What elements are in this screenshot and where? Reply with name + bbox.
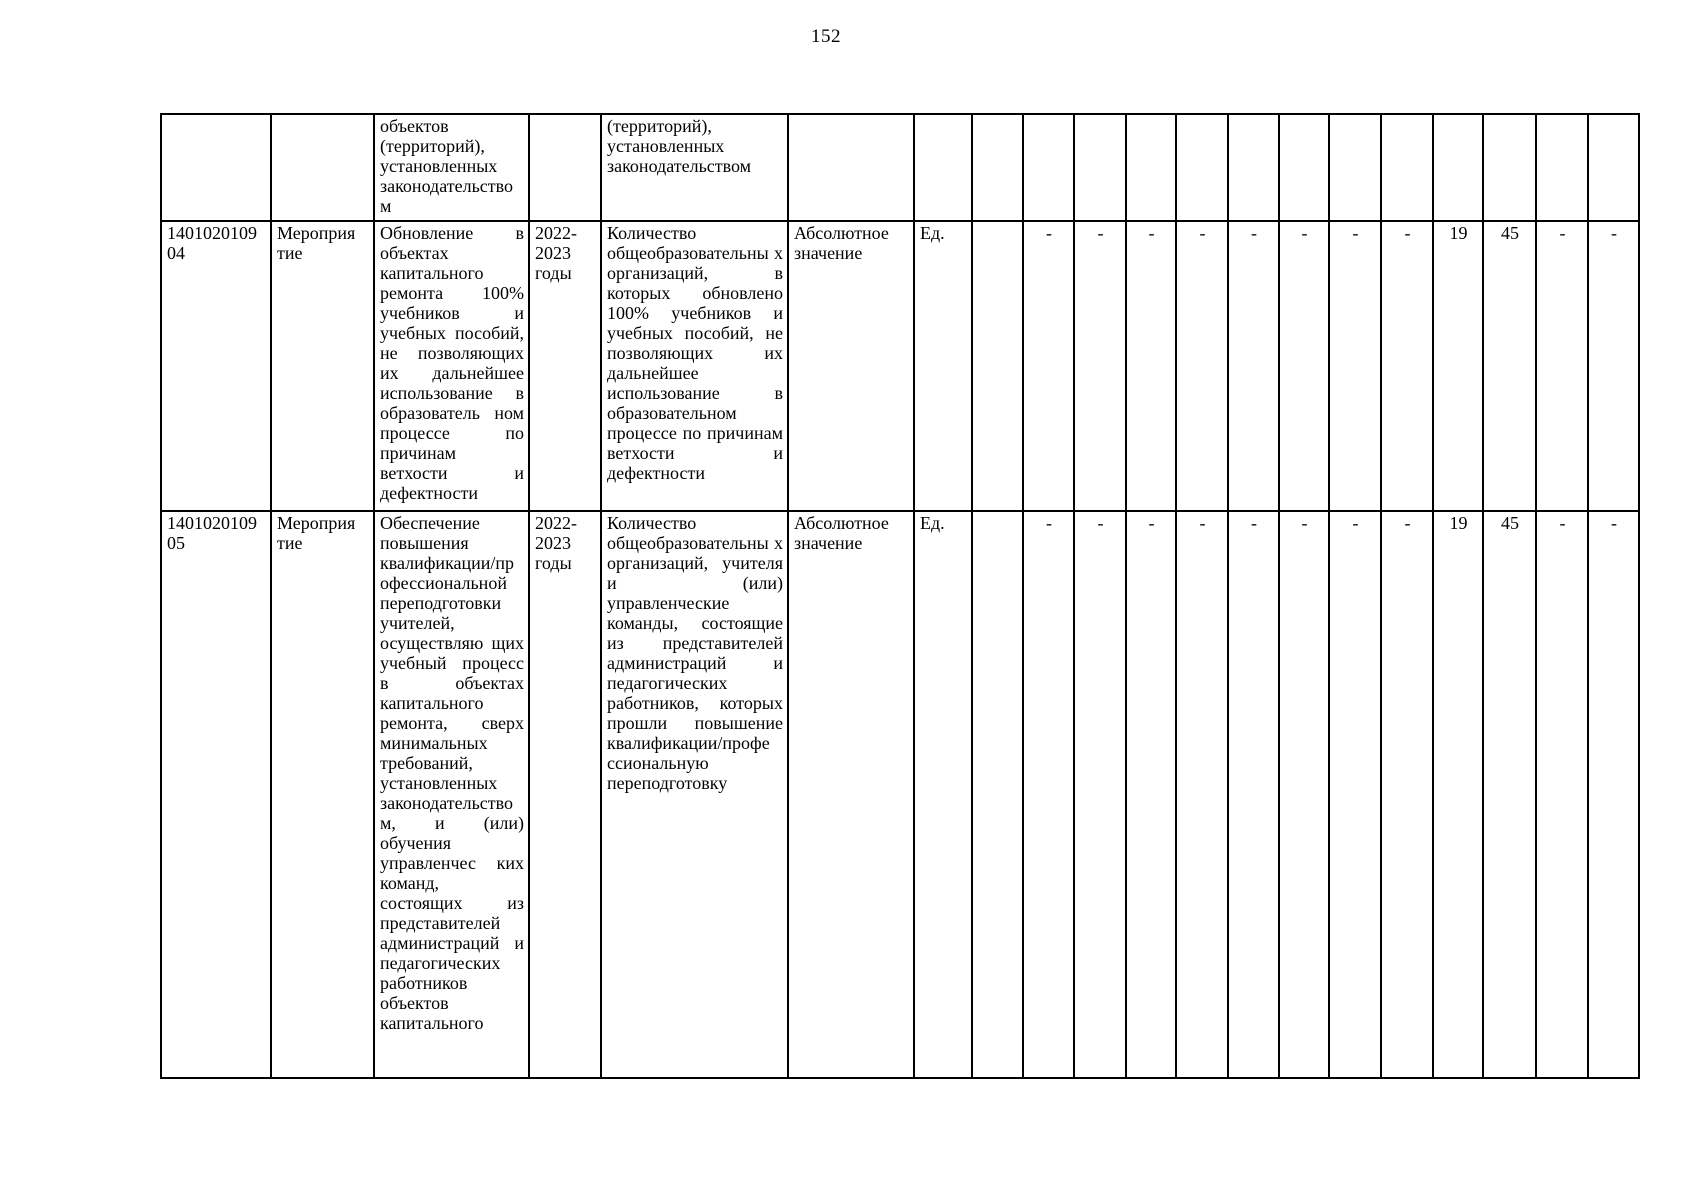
id-cell: 1401020109 05 <box>161 511 271 1078</box>
unit-cell <box>914 114 972 221</box>
indicator-cell: (территорий), установленных законодательством <box>601 114 788 221</box>
value-cell <box>972 511 1023 1078</box>
type-cell <box>271 114 374 221</box>
value-cell <box>1279 114 1329 221</box>
value-cell: - <box>1023 221 1074 511</box>
value-cell: - <box>1588 511 1639 1078</box>
value-cell <box>1433 114 1483 221</box>
unit-cell: Ед. <box>914 221 972 511</box>
value-cell: - <box>1023 511 1074 1078</box>
description-cell: объектов (территорий), установленных законодательство м <box>374 114 529 221</box>
indicator-cell: Количество общеобразовательны х организаций, учителя и (или) управленческие команды, состоящие из представителей администраций и педагогических работников, которых прошли повышение квалификации/профе ссиональную переподготовку <box>601 511 788 1078</box>
value-cell <box>972 114 1023 221</box>
value-cell <box>1228 114 1279 221</box>
table-row-140102010905 <box>161 511 1639 1078</box>
value-cell: 19 <box>1433 511 1483 1078</box>
value-cell <box>1588 114 1639 221</box>
value-cell: 19 <box>1433 221 1483 511</box>
value-cell: 45 <box>1483 511 1536 1078</box>
id-cell <box>161 114 271 221</box>
years-cell <box>529 114 601 221</box>
value-cell: - <box>1536 511 1588 1078</box>
value-cell: - <box>1074 511 1126 1078</box>
value-cell: - <box>1588 221 1639 511</box>
value-cell <box>1329 114 1381 221</box>
id-cell: 1401020109 04 <box>161 221 271 511</box>
program-indicators-table <box>160 113 1640 1079</box>
value-type-cell: Абсолютное значение <box>788 221 914 511</box>
value-cell <box>1483 114 1536 221</box>
value-cell: - <box>1536 221 1588 511</box>
description-cell: Обновление в объектах капитального ремонта 100% учебников и учебных пособий, не позволяющих их дальнейшее использование в образователь ном процессе по причинам ветхости и дефектности <box>374 221 529 511</box>
value-cell: 45 <box>1483 221 1536 511</box>
indicator-cell: Количество общеобразовательны х организаций, в которых обновлено 100% учебников и учебных пособий, не позволяющих их дальнейшее использование в образовательном процессе по причинам ветхости и дефектности <box>601 221 788 511</box>
value-cell: - <box>1381 511 1433 1078</box>
value-cell: - <box>1381 221 1433 511</box>
years-cell: 2022-2023 годы <box>529 221 601 511</box>
value-cell: - <box>1126 221 1176 511</box>
value-cell <box>1126 114 1176 221</box>
value-cell <box>1381 114 1433 221</box>
value-cell: - <box>1279 511 1329 1078</box>
value-cell: - <box>1176 511 1228 1078</box>
value-cell: - <box>1176 221 1228 511</box>
table-row-continuation <box>161 114 1639 221</box>
value-cell: - <box>1329 221 1381 511</box>
value-cell <box>1023 114 1074 221</box>
table-row-140102010904 <box>161 221 1639 511</box>
value-cell <box>972 221 1023 511</box>
value-cell <box>1074 114 1126 221</box>
description-cell: Обеспечение повышения квалификации/пр офессиональной переподготовки учителей, осуществляю щих учебный процесс в объектах капитального ремонта, сверх минимальных требований, установленных законодательство м, и (или) обучения управленчес ких команд, состоящих из представителей администраций и педагогических работников объектов капитального <box>374 511 529 1078</box>
unit-cell: Ед. <box>914 511 972 1078</box>
value-cell <box>1536 114 1588 221</box>
value-type-cell <box>788 114 914 221</box>
value-type-cell: Абсолютное значение <box>788 511 914 1078</box>
value-cell: - <box>1279 221 1329 511</box>
value-cell: - <box>1228 221 1279 511</box>
type-cell: Мероприя тие <box>271 511 374 1078</box>
type-cell: Мероприя тие <box>271 221 374 511</box>
value-cell: - <box>1074 221 1126 511</box>
value-cell <box>1176 114 1228 221</box>
value-cell: - <box>1228 511 1279 1078</box>
page-number: 152 <box>811 26 841 47</box>
years-cell: 2022-2023 годы <box>529 511 601 1078</box>
value-cell: - <box>1329 511 1381 1078</box>
value-cell: - <box>1126 511 1176 1078</box>
